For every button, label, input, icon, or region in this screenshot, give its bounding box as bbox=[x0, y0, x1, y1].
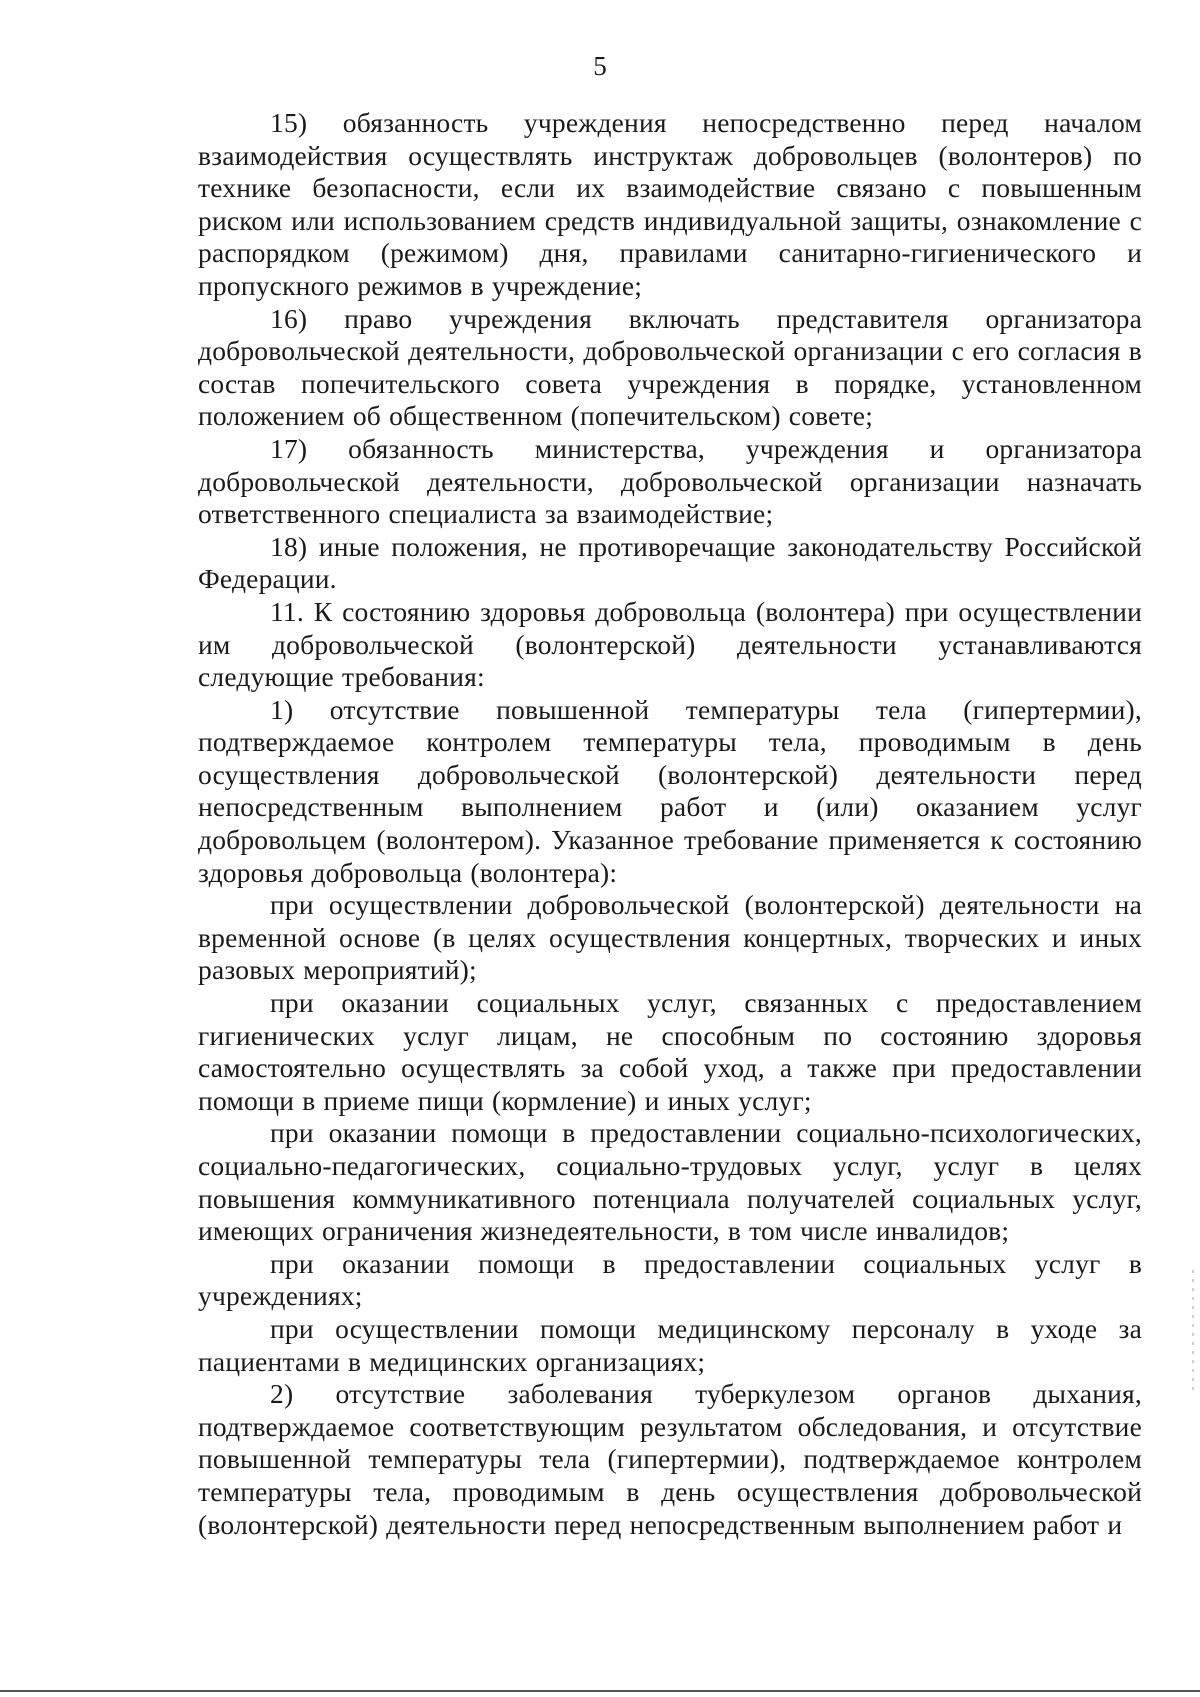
scan-edge-marks bbox=[1192, 1270, 1194, 1390]
paragraph-item-15: 15) обязанность учреждения непосредственно перед началом взаимодействия осуществлять инструктаж добровольцев (волонтеров) по технике безопасности, если их взаимодействие связано с повышенным риском или использованием средств индивидуальной защиты, ознакомление с распорядком (режимом) дня, правилами санитарно-гигиенического и пропускного режимов в учреждение; bbox=[198, 107, 1142, 301]
document-body bbox=[198, 107, 1142, 1541]
paragraph-item-16: 16) право учреждения включать представителя организатора добровольческой деятельности, добровольческой организации с его согласия в состав попечительского совета учреждения в порядке, установленном положением об общественном (попечительском) совете; bbox=[198, 302, 1142, 432]
paragraph-case-hygiene: при оказании социальных услуг, связанных с предоставлением гигиенических услуг лицам, не способным по состоянию здоровья самостоятельно осуществлять за собой уход, а также при предоставлении помощи в приеме пищи (кормление) и иных услуг; bbox=[198, 987, 1142, 1116]
page-number: 5 bbox=[593, 51, 607, 81]
paragraph-item-17: 17) обязанность министерства, учреждения и организатора добровольческой деятельности, добровольческой организации назначать ответственного специалиста за взаимодействие; bbox=[198, 432, 1142, 530]
paragraph-case-medical: при осуществлении помощи медицинскому персоналу в уходе за пациентами в медицинских организациях; bbox=[198, 1312, 1142, 1377]
paragraph-case-psychological: при оказании помощи в предоставлении социально-психологических, социально-педагогических, социально-трудовых услуг, услуг в целях повышения коммуникативного потенциала получателей социальных услуг, имеющих ограничения жизнедеятельности, в том числе инвалидов; bbox=[198, 1117, 1142, 1247]
paragraph-item-18: 18) иные положения, не противоречащие законодательству Российской Федерации. bbox=[198, 530, 1142, 595]
paragraph-requirement-2: 2) отсутствие заболевания туберкулезом органов дыхания, подтверждаемое соответствующим результатом обследования, и отсутствие повышенной температуры тела (гипертермии), подтверждаемое контролем температуры тела, проводимым в день осуществления добровольческой (волонтерской) деятельности перед непосредственным выполнением работ и bbox=[198, 1378, 1142, 1540]
paragraph-case-institutions: при оказании помощи в предоставлении социальных услуг в учреждениях; bbox=[198, 1247, 1142, 1312]
paragraph-section-11: 11. К состоянию здоровья добровольца (волонтера) при осуществлении им добровольческой (волонтерской) деятельности устанавливаются следующие требования: bbox=[198, 595, 1142, 693]
scan-bottom-edge bbox=[0, 1690, 1200, 1692]
paragraph-case-temporary: при осуществлении добровольческой (волонтерской) деятельности на временной основе (в целях осуществления концертных, творческих и иных разовых мероприятий); bbox=[198, 889, 1142, 986]
paragraph-requirement-1: 1) отсутствие повышенной температуры тела (гипертермии), подтверждаемое контролем температуры тела, проводимым в день осуществления добровольческой (волонтерской) деятельности перед непосредственным выполнением работ и (или) оказанием услуг добровольцем (волонтером). Указанное требование применяется к состоянию здоровья добровольца (волонтера): bbox=[198, 693, 1142, 888]
